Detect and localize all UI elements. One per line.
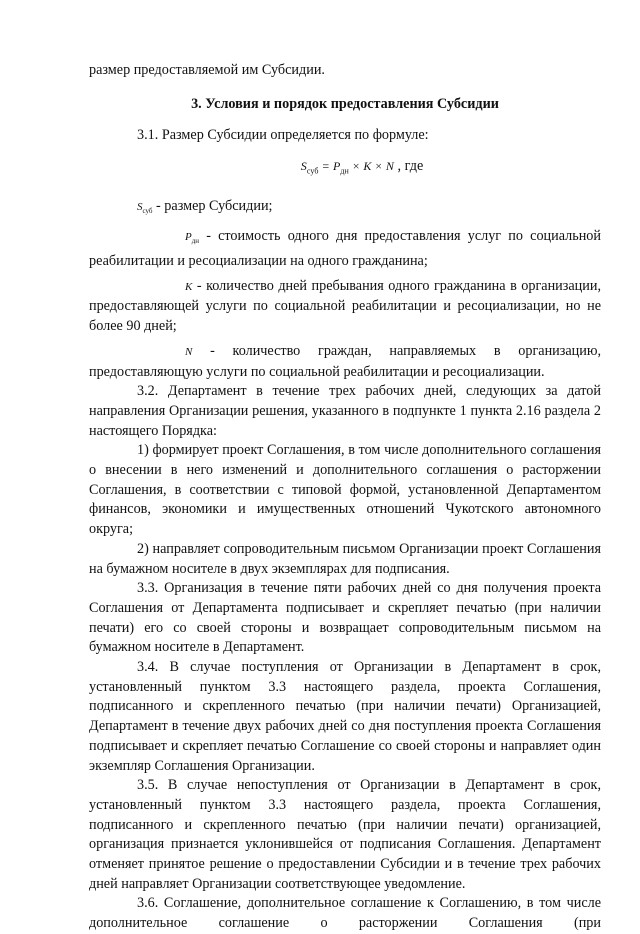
definition-p: [89, 227, 601, 272]
intro-line: размер предоставляемой им Субсидии.: [89, 62, 325, 78]
symbol-p-subscript: дн: [191, 237, 200, 246]
definition-k-text: - количество дней пребывания одного гражданина в организации, предоставляющей услуги по социальной реабилитации и ресоциализации, но не более 90 дней;: [89, 277, 601, 335]
paragraph-3-2-item-1: 1) формирует проект Соглашения, в том числе дополнительного соглашения о внесении в него изменений и дополнительного соглашения о расторжении Соглашения, в соответствии с типовой формой, установленной Департаментом финансов, экономики и имущественных отношений Чукотского автономного округа;: [89, 442, 601, 538]
definition-s: [89, 197, 601, 222]
definition-n-text: - количество граждан, направляемых в организацию, предоставляющую услуги по социальной реабилитации и ресоциализации.: [89, 342, 601, 380]
symbol-s: $S_{суб}$: [137, 201, 153, 216]
definition-n: [89, 342, 601, 382]
formula-factors: × K × N: [348, 159, 394, 174]
formula-tail: , где: [393, 158, 424, 175]
subsidy-formula: [89, 157, 601, 181]
paragraph-3-2-item-2: 2) направляет сопроводительным письмом Организации проект Соглашения на бумажном носителе в двух экземплярах для подписания.: [89, 540, 601, 577]
symbol-s-subscript: суб: [142, 207, 153, 216]
formula-p-subscript: дн: [340, 166, 349, 176]
paragraph-3-1: 3.1. Размер Субсидии определяется по формуле:: [137, 127, 429, 144]
paragraph-3-6: 3.6. Соглашение, дополнительное соглашение к Соглашению, в том числе дополнительное соглашение о расторжении Соглашения (при: [89, 895, 601, 932]
paragraph-3-5: 3.5. В случае непоступления от Организации в Департамент в срок, установленный пунктом 3.3 настоящего раздела, проекта Соглашения, подписанного и скрепленного печатью (при наличии печати) организацией, организация признается уклонившейся от подписания Соглашения. Департамент отменяет принятое решение о предоставлении Субсидии и в течение трех рабочих дней направляет Организации соответствующее уведомление.: [89, 777, 601, 892]
definition-k: [89, 277, 601, 337]
definition-s-text: - размер Субсидии;: [152, 198, 273, 215]
symbol-n: N: [185, 345, 193, 358]
symbol-p: $P_{дн}$: [185, 231, 200, 246]
paragraph-3-3: 3.3. Организация в течение пяти рабочих дней со дня получения проекта Соглашения от Департамента подписывает и скрепляет печатью (при наличии печати) его со своей стороны и возвращает сопроводительным письмом на бумажном носителе в Департамент.: [89, 580, 601, 656]
section-heading: 3. Условия и порядок предоставления Субсидии: [191, 95, 499, 112]
paragraph-3-2: 3.2. Департамент в течение трех рабочих дней, следующих за датой направления Организации решения, указанного в подпункте 1 пункта 2.16 раздела 2 настоящего Порядка:: [89, 383, 601, 439]
formula-expression: $S_{суб} = P_{дн} \times K \times N$: [300, 159, 394, 176]
symbol-k: K: [185, 280, 193, 293]
definition-p-text: - стоимость одного дня предоставления услуг по социальной реабилитации и ресоциализации на одного гражданина;: [89, 228, 601, 269]
text-column: [89, 61, 601, 934]
paragraph-3-4: 3.4. В случае поступления от Организации в Департамент в срок, установленный пунктом 3.3 настоящего раздела, проекта Соглашения, подписанного и скрепленного печатью (при наличии печати) Организацией, Департамент в течение двух рабочих дней со дня поступления проекта Соглашения подписывает и скрепляет печатью Соглашение со своей стороны и направляет один экземпляр Соглашения Организации.: [89, 659, 601, 774]
formula-s-subscript: суб: [306, 166, 319, 176]
